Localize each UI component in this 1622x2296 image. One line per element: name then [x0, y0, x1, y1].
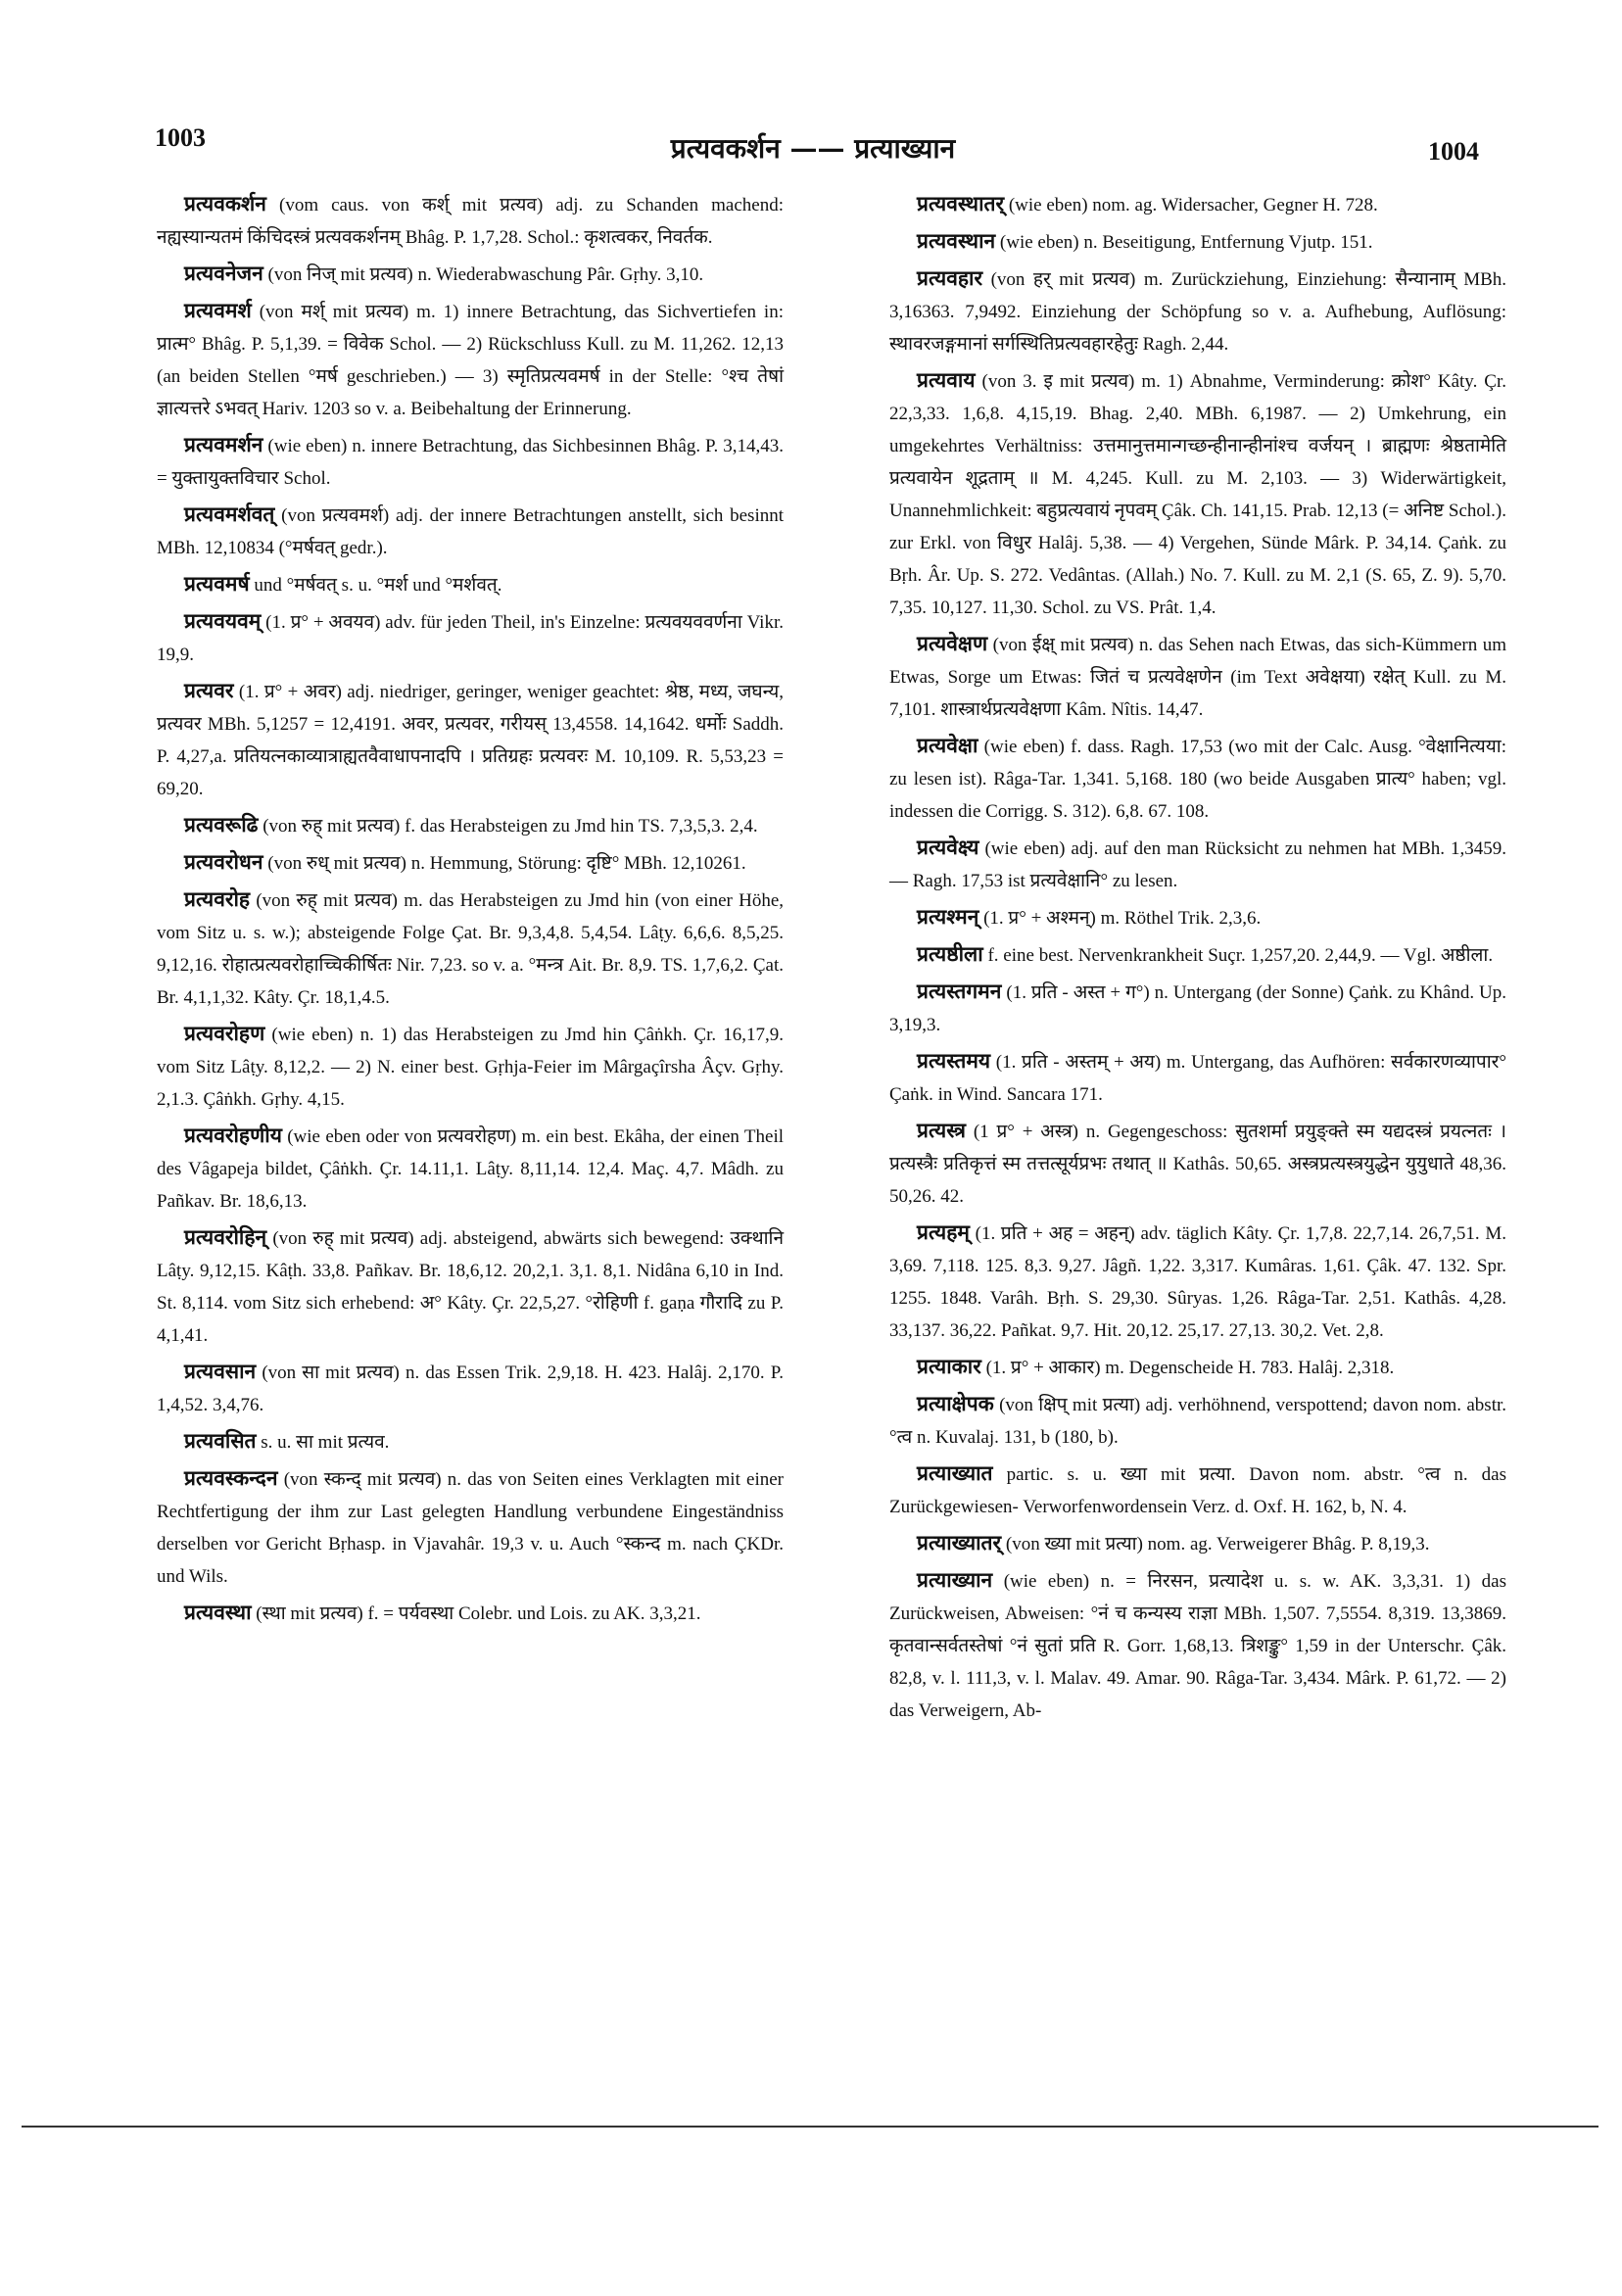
right-column: [889, 188, 1506, 1731]
entry-headword: प्रत्यवस्था: [184, 1601, 252, 1624]
dictionary-entry: [889, 730, 1506, 828]
entry-headword: प्रत्यस्त्र: [917, 1119, 966, 1142]
entry-definition: (wie eben) nom. ag. Widersacher, Gegner H. 728.: [1008, 195, 1378, 215]
entry-definition: (von क्षिप् mit प्रत्या) adj. verhöhnend, verspottend; davon nom. abstr. °त्व n. Kuvalaj. 131, b (180, b).: [889, 1395, 1507, 1448]
dictionary-entry: [889, 832, 1506, 897]
page-number-right: 1004: [1428, 137, 1479, 166]
entry-headword: प्रत्यवहार: [917, 266, 983, 290]
dictionary-entry: [889, 976, 1506, 1041]
entry-headword: प्रत्याख्यान: [917, 1568, 993, 1592]
entry-definition: f. eine best. Nervenkrankheit Suçr. 1,257,20. 2,44,9. — Vgl. अष्ठीला.: [987, 945, 1494, 966]
entry-definition: (von स्कन्द् mit प्रत्यव) n. das von Seiten eines Verklagten mit einer Rechtfertigung der ihm zur Last gelegten Handlung verbundene Eingeständniss derselben vor Gericht Bṛhasp. in Vjavahâr. 19,3 v. u. Auch °स्कन्द m. nach ÇKDr. und Wils.: [157, 1469, 785, 1587]
entry-headword: प्रत्यवमर्शवत्: [184, 502, 275, 526]
dictionary-entry: [157, 258, 784, 291]
entry-headword: प्रत्यवमर्ष: [184, 572, 250, 596]
entry-definition: (wie eben) f. dass. Ragh. 17,53 (wo mit der Calc. Ausg. °वेक्षानित्यया: zu lesen ist). Râga-Tar. 1,341. 5,168. 180 (wo beide Ausgaben प्रात्य° haben; vgl. indessen die Corrigg. S. 312). 6,8. 67. 108.: [889, 737, 1507, 822]
dictionary-entry: [889, 1115, 1506, 1213]
dictionary-entry: [889, 938, 1506, 972]
entry-headword: प्रत्यवरोहण: [184, 1022, 265, 1045]
entry-headword: प्रत्यवरूढि: [184, 813, 259, 837]
entry-headword: प्रत्यवमर्शन: [184, 433, 263, 456]
entry-headword: प्रत्यवसित: [184, 1429, 257, 1453]
entry-definition: (wie eben) adj. auf den man Rücksicht zu nehmen hat MBh. 1,3459. — Ragh. 17,53 ist प्रत्यवेक्षानि° zu lesen.: [889, 838, 1506, 891]
entry-definition: (1. प्र° + अवर) adj. niedriger, geringer, weniger geachtet: श्रेष्ठ, मध्य, जघन्य, प्रत्यवर MBh. 5,1257 = 12,4191. अवर, प्रत्यवर, गरीयस् 13,4558. 14,1642. धर्मोः Saddh. P. 4,27,a. प्रतियत्नकाव्यात्राह्यतवैवाधापनादपि । प्रतिग्रहः प्रत्यवरः M. 10,109. R. 5,53,23 = 69,20.: [157, 682, 784, 799]
entry-definition: (wie eben) n. Beseitigung, Entfernung Vjutp. 151.: [999, 232, 1373, 253]
dictionary-entry: [889, 1527, 1506, 1560]
dictionary-entry: [889, 1045, 1506, 1111]
entry-definition: s. u. सा mit प्रत्यव.: [261, 1432, 390, 1453]
dictionary-entry: [889, 628, 1506, 726]
entry-headword: प्रत्यश्मन्: [917, 905, 979, 929]
entry-headword: प्रत्यवसान: [184, 1360, 257, 1383]
entry-definition: (1. प्र° + आकार) m. Degenscheide H. 783. Halâj. 2,318.: [985, 1358, 1395, 1378]
footer-rule: [22, 2126, 1598, 2128]
dictionary-entry: [157, 846, 784, 880]
dictionary-entry: [157, 1356, 784, 1421]
page-number-left: 1003: [155, 123, 206, 152]
entry-definition: (wie eben oder von प्रत्यवरोहण) m. ein best. Ekâha, der einen Theil des Vâgapeja bildet, Çâṅkh. Çr. 14.11,1. Lâṭy. 8,11,14. 12,4. Maç. 4,7. Mâdh. zu Pañkav. Br. 18,6,13.: [157, 1126, 785, 1212]
entry-definition: (von हर् mit प्रत्यव) m. Zurückziehung, Einziehung: सैन्यानाम् MBh. 3,16363. 7,9492. Einziehung der Schöpfung so v. a. Aufhebung, Auflösung: स्थावरजङ्गमानां सर्गस्थितिप्रत्यवहारहेतुः Ragh. 2,44.: [889, 269, 1507, 355]
dictionary-entry: [889, 1458, 1506, 1523]
dictionary-entry: [157, 884, 784, 1014]
entry-headword: प्रत्यहम्: [917, 1220, 970, 1244]
entry-headword: प्रत्यवरोहणीय: [184, 1124, 282, 1147]
dictionary-entry: [157, 295, 784, 425]
entry-headword: प्रत्यवकर्शन: [184, 192, 266, 215]
entry-definition: (von रुध् mit प्रत्यव) n. Hemmung, Störung: दृष्टि° MBh. 12,10261.: [267, 853, 746, 874]
dictionary-entry: [889, 1564, 1506, 1727]
dictionary-entry: [157, 675, 784, 805]
entry-definition: (von रुह् mit प्रत्यव) m. das Herabsteigen zu Jmd hin (von einer Höhe, vom Sitz u. s. w.); absteigende Folge Çat. Br. 9,3,4,8. 5,4,54. Lâṭy. 6,6,6. 8,5,25. 9,12,16. रोहात्प्रत्यवरोहाच्चिकीर्षितः Nir. 7,23. so v. a. °मन्त्र Ait. Br. 8,9. TS. 1,7,6,2. Çat. Br. 4,1,1,32. Kâty. Çr. 18,1,4.5.: [157, 890, 784, 1008]
entry-definition: (von रुह् mit प्रत्यव) f. das Herabsteigen zu Jmd hin TS. 7,3,5,3. 2,4.: [262, 816, 758, 837]
dictionary-entry: [157, 1018, 784, 1116]
left-column: [157, 188, 784, 1634]
entry-definition: (wie eben) n. innere Betrachtung, das Sichbesinnen Bhâg. P. 3,14,43. = युक्तायुक्तविचार Schol.: [157, 436, 785, 489]
entry-headword: प्रत्यस्तगमन: [917, 980, 1002, 1003]
dictionary-entry: [889, 901, 1506, 934]
dictionary-entry: [889, 364, 1506, 624]
entry-headword: प्रत्यवयवम्: [184, 609, 262, 633]
dictionary-entry: [157, 499, 784, 564]
dictionary-entry: [157, 605, 784, 671]
entry-headword: प्रत्यवेक्ष्य: [917, 836, 979, 859]
entry-headword: प्रत्याख्यात: [917, 1461, 993, 1485]
entry-definition: (von निज् mit प्रत्यव) n. Wiederabwaschung Pâr. Gṛhy. 3,10.: [267, 264, 704, 285]
entry-definition: (von सा mit प्रत्यव) n. das Essen Trik. 2,9,18. H. 423. Halâj. 2,170. P. 1,4,52. 3,4,76.: [157, 1363, 785, 1415]
entry-definition: (1 प्र° + अस्त्र) n. Gegengeschoss: सुतशर्मा प्रयुङ्क्ते स्म यद्यदस्त्रं प्रयत्नतः । प्रत्यस्त्रैः प्रतिकृत्तं स्म तत्तत्सूर्यप्रभः तथात् ॥ Kathâs. 50,65. अस्त्रप्रत्यस्त्रयुद्धेन युयुधाते 48,36. 50,26. 42.: [889, 1122, 1506, 1207]
entry-headword: प्रत्यवरोह: [184, 887, 251, 911]
entry-definition: (von प्रत्यवमर्श) adj. der innere Betrachtungen anstellt, sich besinnt MBh. 12,10834 (°मर्षवत् gedr.).: [157, 505, 784, 558]
entry-headword: प्रत्यवरोहिन्: [184, 1225, 267, 1249]
entry-headword: प्रत्यवस्कन्दन: [184, 1466, 278, 1490]
entry-headword: प्रत्याख्यातर्: [917, 1531, 1002, 1555]
entry-definition: (wie eben) n. 1) das Herabsteigen zu Jmd hin Çâṅkh. Çr. 16,17,9. vom Sitz Lâṭy. 8,12,2. — 2) N. einer best. Gṛhja-Feier im Mârgaçîrsha Âçv. Gṛhy. 2,1.3. Çâṅkh. Gṛhy. 4,15.: [157, 1025, 784, 1110]
entry-definition: (1. प्रति - अस्तम् + अय) m. Untergang, das Aufhören: सर्वकारणव्यापार° Çaṅk. in Wind. Sancara 171.: [889, 1052, 1507, 1105]
dictionary-entry: [157, 188, 784, 254]
entry-definition: (स्था mit प्रत्यव) f. = पर्यवस्था Colebr. und Lois. zu AK. 3,3,21.: [256, 1603, 701, 1624]
dictionary-entry: [889, 1351, 1506, 1384]
entry-definition: (1. प्र° + अवयव) adv. für jeden Theil, in's Einzelne: प्रत्यवयववर्णना Vikr. 19,9.: [157, 612, 784, 665]
entry-headword: प्रत्यवस्थातर्: [917, 192, 1005, 215]
dictionary-entry: [157, 1120, 784, 1218]
entry-headword: प्रत्यष्ठीला: [917, 942, 983, 966]
entry-headword: प्रत्यवस्थान: [917, 229, 996, 253]
dictionary-entry: [157, 1462, 784, 1593]
dictionary-entry: [157, 1221, 784, 1352]
dictionary-entry: [889, 263, 1506, 360]
entry-definition: (vom caus. von कर्श् mit प्रत्यव) adj. zu Schanden machend: नह्यस्यान्यतमं किंचिदस्त्रं प्रत्यवकर्शनम् Bhâg. P. 1,7,28. Schol.: कृशत्वकर, निवर्तक.: [157, 195, 784, 248]
dictionary-entry: [889, 1217, 1506, 1347]
running-title: प्रत्यवकर्शन —— प्रत्याख्यान: [670, 132, 956, 165]
entry-headword: प्रत्यवाय: [917, 368, 976, 392]
entry-definition: (von ईक्ष् mit प्रत्यव) n. das Sehen nach Etwas, das sich-Kümmern um Etwas, Sorge um Etwas: जितं च प्रत्यवेक्षणेन (im Text अवेक्षया) रक्षेत् Kull. zu M. 7,101. शास्त्रार्थप्रत्यवेक्षणा Kâm. Nîtis. 14,47.: [889, 635, 1506, 720]
entry-definition: (1. प्रति + अह = अहन्) adv. täglich Kâty. Çr. 1,7,8. 22,7,14. 26,7,51. M. 3,69. 7,118. 125. 8,3. 9,27. Jâgñ. 1,22. 3,317. Kumâras. 1,61. Çâk. 47. 132. Spr. 1255. 1848. Varâh. Bṛh. S. 29,30. Sûryas. 1,26. Râga-Tar. 2,51. Kathâs. 4,28. 33,137. 36,22. Pañkat. 9,7. Hit. 20,12. 25,17. 27,13. 30,2. Vet. 2,8.: [889, 1223, 1506, 1341]
entry-definition: (1. प्र° + अश्मन्) m. Röthel Trik. 2,3,6.: [983, 908, 1262, 929]
entry-headword: प्रत्यवेक्षा: [917, 734, 978, 757]
entry-definition: (von 3. इ mit प्रत्यव) m. 1) Abnahme, Verminderung: क्रोश° Kâty. Çr. 22,3,33. 1,6,8. 4,15,19. Bhag. 2,40. MBh. 6,1987. — 2) Umkehrung, ein umgekehrtes Verhältniss: उत्तमानुत्तमान्गच्छन्हीनान्हीनांश्च वर्जयन् । ब्राह्मणः श्रेष्ठतामेति प्रत्यवायेन शूद्रताम् ॥ M. 4,245. Kull. zu M. 2,103. — 3) Widerwärtigkeit, Unannehmlichkeit: बहुप्रत्यवायं नृपवम् Çâk. Ch. 141,15. Prab. 12,13 (= अनिष्ट Schol.). zur Erkl. von विधुर Halâj. 5,38. — 4) Vergehen, Sünde Mârk. P. 34,14. Çaṅk. zu Bṛh. Âr. Up. S. 272. Vedântas. (Allah.) No. 7. Kull. zu M. 2,1 (S. 65, Z. 9). 5,70. 7,35. 10,127. 11,30. Schol. zu VS. Prât. 1,4.: [889, 371, 1507, 618]
dictionary-entry: [157, 1425, 784, 1459]
entry-headword: प्रत्यवेक्षण: [917, 632, 988, 655]
dictionary-entry: [157, 809, 784, 842]
entry-definition: (1. प्रति - अस्त + ग°) n. Untergang (der Sonne) Çaṅk. zu Khând. Up. 3,19,3.: [889, 982, 1507, 1035]
entry-definition: (von रुह् mit प्रत्यव) adj. absteigend, abwärts sich bewegend: उक्थानि Lâṭy. 9,12,15. Kâṭh. 33,8. Pañkav. Br. 18,6,12. 20,2,1. 3,1. 8,1. Nidâna 6,10 in Ind. St. 8,114. vom Sitz sich erhebend: अ° Kâty. Çr. 22,5,27. °रोहिणी f. gaṇa गौरादि zu P. 4,1,41.: [157, 1228, 784, 1346]
dictionary-entry: [889, 225, 1506, 259]
entry-headword: प्रत्यवर: [184, 679, 234, 702]
entry-definition: und °मर्षवत् s. u. °मर्श und °मर्शवत्.: [254, 575, 502, 596]
entry-definition: (von मर्श् mit प्रत्यव) m. 1) innere Betrachtung, das Sichvertiefen in: प्रात्म° Bhâg. P. 5,1,39. = विवेक Schol. — 2) Rückschluss Kull. zu M. 11,262. 12,13 (an beiden Stellen °मर्ष geschrieben.) — 3) स्मृतिप्रत्यवमर्ष in der Stelle: °श्च तेषां ज्ञात्यत्तरे ऽभवत् Hariv. 1203 so v. a. Beibehaltung der Erinnerung.: [157, 302, 784, 419]
entry-definition: partic. s. u. ख्या mit प्रत्या. Davon nom. abstr. °त्व n. das Zurückgewiesen- Verworfenwordensein Verz. d. Oxf. H. 162, b, N. 4.: [889, 1464, 1506, 1517]
entry-headword: प्रत्याकार: [917, 1355, 981, 1378]
entry-definition: (wie eben) n. = निरसन, प्रत्यादेश u. s. w. AK. 3,3,31. 1) das Zurückweisen, Abweisen: °नं च कन्यस्य राज्ञा MBh. 1,507. 7,5554. 8,319. 13,3869. कृतवान्सर्वतस्तेषां °नं सुतां प्रति R. Gorr. 1,68,13. त्रिशङ्कु° 1,59 in der Unterschr. Çâk. 82,8, v. l. 111,3, v. l. Malav. 49. Amar. 90. Râga-Tar. 3,434. Mârk. P. 61,72. — 2) das Verweigern, Ab-: [889, 1571, 1507, 1721]
entry-headword: प्रत्याक्षेपक: [917, 1392, 994, 1415]
entry-headword: प्रत्यवमर्श: [184, 299, 252, 322]
entry-headword: प्रत्यस्तमय: [917, 1049, 991, 1073]
entry-definition: (von ख्या mit प्रत्या) nom. ag. Verweigerer Bhâg. P. 8,19,3.: [1005, 1534, 1430, 1555]
entry-headword: प्रत्यवनेजन: [184, 262, 263, 285]
dictionary-entry: [157, 568, 784, 601]
dictionary-entry: [157, 1597, 784, 1630]
dictionary-entry: [157, 429, 784, 495]
page-header: [147, 116, 1479, 174]
dictionary-entry: [889, 1388, 1506, 1454]
dictionary-entry: [889, 188, 1506, 221]
entry-headword: प्रत्यवरोधन: [184, 850, 263, 874]
